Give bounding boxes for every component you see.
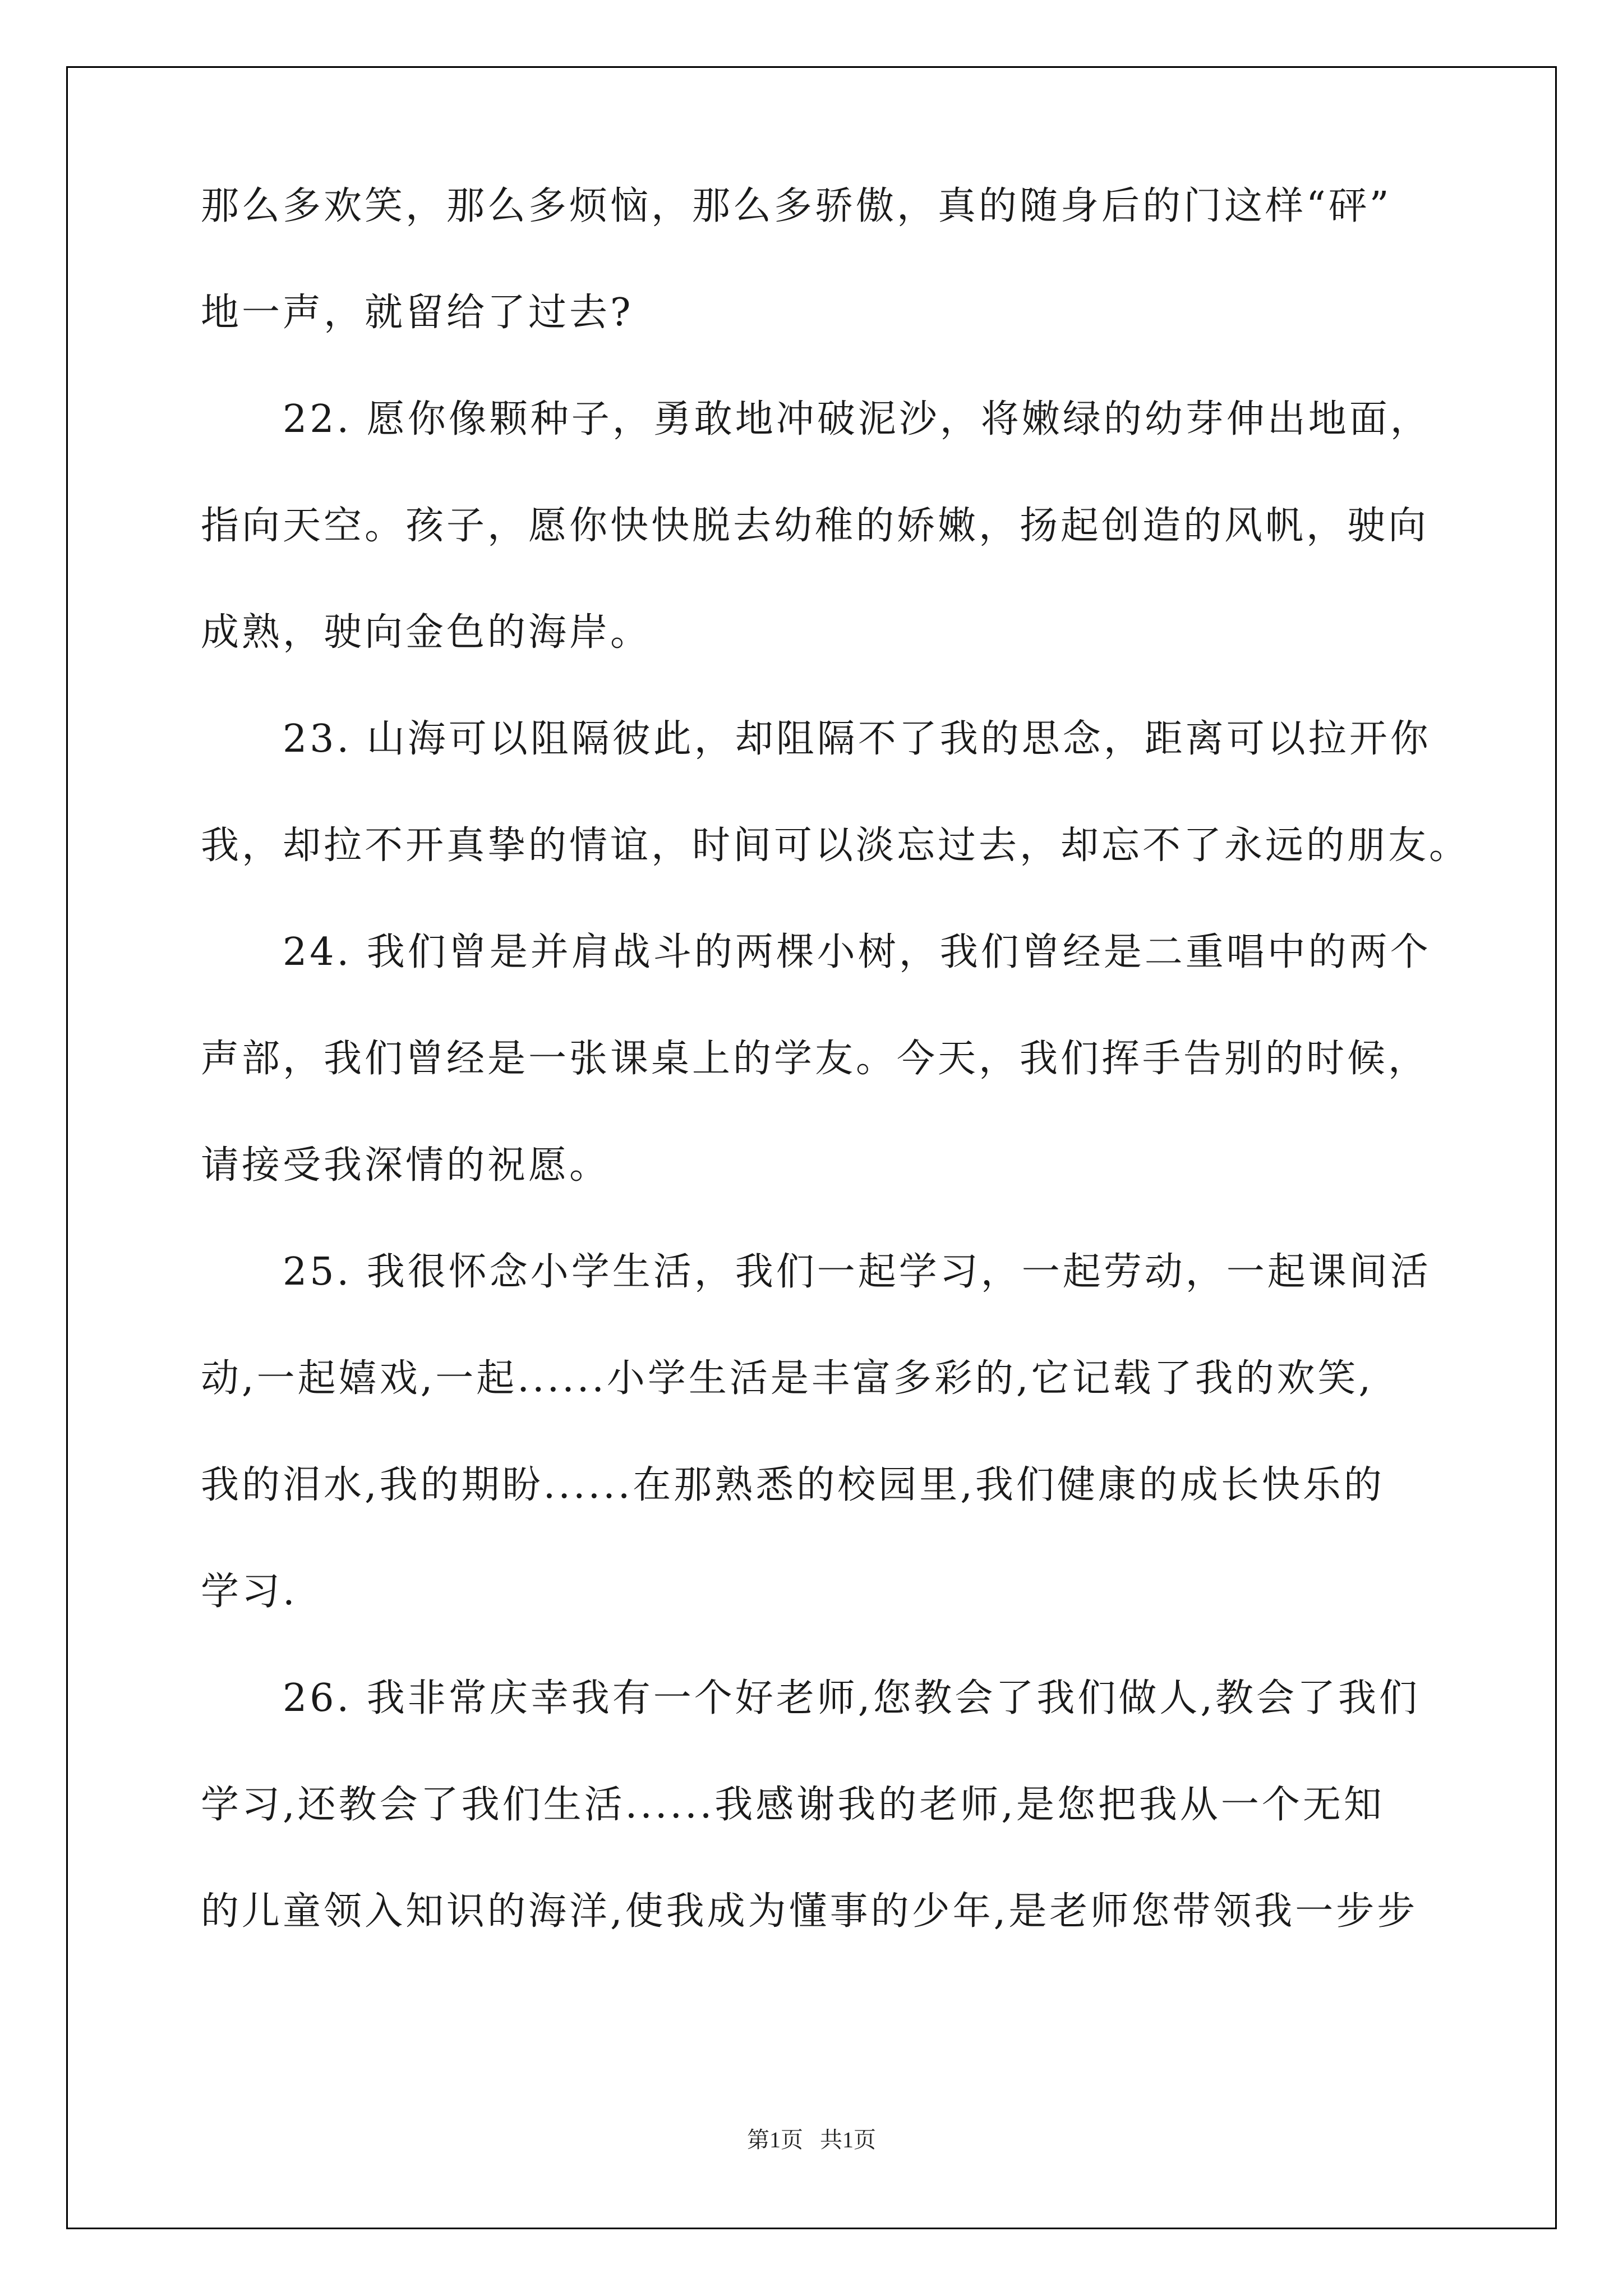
page-total: 共1页 [820,2127,876,2152]
text-line: 声部，我们曾经是一张课桌上的学友。今天，我们挥手告别的时候， [201,1037,1430,1081]
text-line: 的儿童领入知识的海洋,使我成为懂事的少年,是老师您带领我一步步 [201,1889,1418,1934]
text-line: 24. 我们曾是并肩战斗的两棵小树，我们曾经是二重唱中的两个 [201,930,1431,974]
text-line: 学习. [201,1570,298,1614]
text-line: 地一声，就留给了过去? [201,291,634,335]
text-line: 请接受我深情的祝愿。 [201,1143,611,1188]
text-line: 我，却拉不开真挚的情谊，时间可以淡忘过去，却忘不了永远的朋友。 [201,823,1470,868]
text-line: 22. 愿你像颗种子，勇敢地冲破泥沙，将嫩绿的幼芽伸出地面， [201,397,1431,441]
text-line: 成熟，驶向金色的海岸。 [201,610,652,655]
text-line: 动,一起嬉戏,一起......小学生活是丰富多彩的,它记载了我的欢笑, [201,1356,1374,1401]
text-line: 25. 我很怀念小学生活，我们一起学习，一起劳动，一起课间活 [201,1250,1431,1294]
text-line: 指向天空。孩子，愿你快快脱去幼稚的娇嫩，扬起创造的风帆，驶向 [201,504,1430,548]
text-line: 那么多欢笑，那么多烦恼，那么多骄傲，真的随身后的门这样“砰” [201,184,1392,228]
text-line: 我的泪水,我的期盼......在那熟悉的校园里,我们健康的成长快乐的 [201,1463,1385,1507]
page-footer [0,2126,1623,2154]
text-line: 23. 山海可以阻隔彼此，却阻隔不了我的思念，距离可以拉开你 [201,717,1431,761]
page-number: 第1页 [747,2127,803,2152]
text-line: 26. 我非常庆幸我有一个好老师,您教会了我们做人,教会了我们 [201,1676,1420,1720]
text-line: 学习,还教会了我们生活......我感谢我的老师,是您把我从一个无知 [201,1783,1385,1827]
